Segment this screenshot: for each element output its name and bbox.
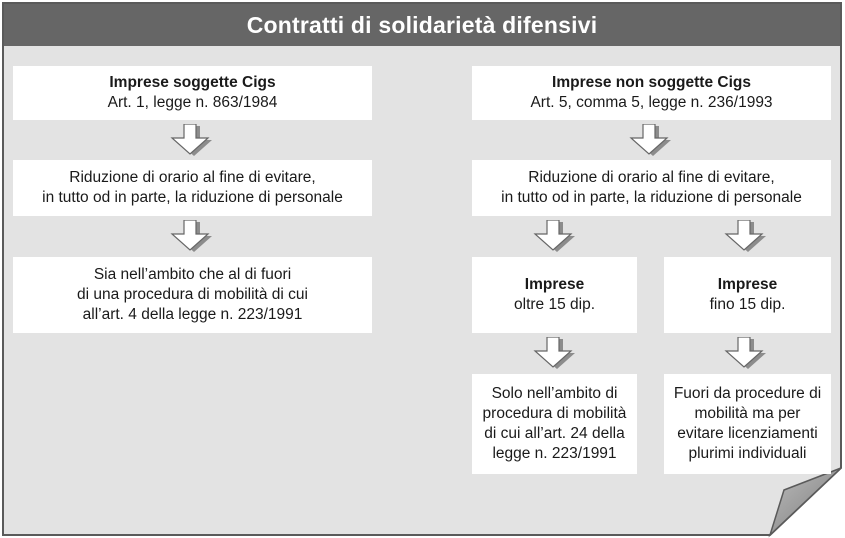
down-arrow-icon [627,124,677,158]
left-scope-line3: all’art. 4 della legge n. 223/1991 [82,306,303,323]
left-reduction-line1: Riduzione di orario al fine di evitare, [69,169,316,186]
down-arrow-icon [531,337,581,371]
upto15-result-line3: evitare licenziamenti [677,425,818,442]
left-header-subtitle: Art. 1, legge n. 863/1984 [107,94,278,111]
left-reduction-line2: in tutto od in parte, la riduzione di personale [42,189,343,206]
down-arrow-icon [722,337,772,371]
upto15-result-box [664,374,831,474]
left-header-box [13,66,372,120]
upto15-result-line2: mobilità ma per [694,405,801,422]
right-reduction-line1: Riduzione di orario al fine di evitare, [528,169,775,186]
right-reduction-box [472,160,831,216]
over15-result-line2: procedura di mobilità [482,405,627,422]
diagram-title: Contratti di solidarietà difensivi [246,11,598,38]
over15-subtitle: oltre 15 dip. [514,296,595,313]
upto15-result-line4: plurimi individuali [688,445,807,462]
down-arrow-icon [168,124,218,158]
right-header-subtitle: Art. 5, comma 5, legge n. 236/1993 [530,94,773,111]
left-scope-box [13,257,372,333]
upto15-result-line1: Fuori da procedure di [673,385,822,402]
down-arrow-icon [722,220,772,254]
left-reduction-box [13,160,372,216]
upto15-box [664,257,831,333]
over15-box [472,257,637,333]
over15-result-line4: legge n. 223/1991 [492,445,617,462]
left-scope-line1: Sia nell’ambito che al di fuori [93,266,292,283]
right-header-box [472,66,831,120]
left-header-title: Imprese soggette Cigs [109,74,276,91]
over15-result-line1: Solo nell’ambito di [491,385,618,402]
down-arrow-icon [531,220,581,254]
upto15-subtitle: fino 15 dip. [709,296,786,313]
over15-result-line3: di cui all’art. 24 della [484,425,625,442]
upto15-title: Imprese [717,276,778,293]
right-reduction-line2: in tutto od in parte, la riduzione di personale [501,189,802,206]
right-header-title: Imprese non soggette Cigs [552,74,751,91]
down-arrow-icon [168,220,218,254]
over15-result-box [472,374,637,474]
left-scope-line2: di una procedura di mobilità di cui [77,286,308,303]
over15-title: Imprese [524,276,585,293]
